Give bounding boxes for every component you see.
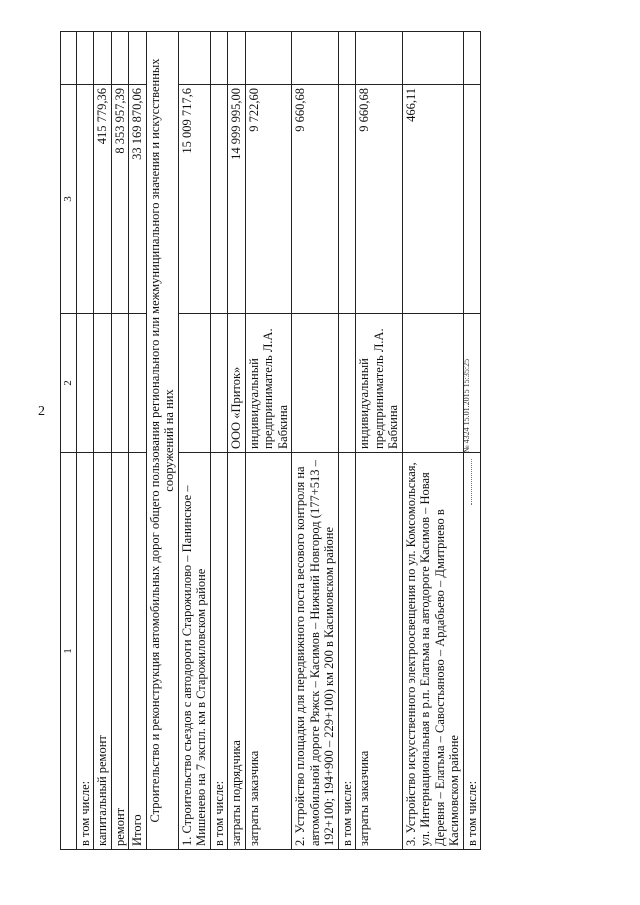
amount-cell: 14 999 995,00 [228,85,246,314]
amount-cell: 466,11 [402,85,463,314]
section-title: Строительство и реконструкция автомобильных дорог общего пользования регионального или межмуниципального значения и искусственных сооружений на них [146,32,178,850]
empty-cell [228,32,246,85]
description-cell: 1. Строительство съездов с автодороги Старожилово – Панинское – Мишенево на 7 экспл. км в Старожиловском районе [178,453,210,850]
empty-cell [463,32,481,85]
amount-cell: 15 009 717,6 [178,85,210,314]
section-row [146,32,178,850]
budget-table [60,31,481,850]
description-cell: затраты заказчика [245,453,292,850]
empty-cell [292,32,339,85]
registration-footer [462,155,472,505]
contractor-cell [94,314,112,453]
table-row [228,32,246,850]
description-cell: затраты подрядчика [228,453,246,850]
empty-cell [129,32,147,85]
amount-cell [338,85,356,314]
amount-cell [210,85,228,314]
table-row [338,32,356,850]
contractor-cell [338,314,356,453]
amount-cell: 9 660,68 [356,85,403,314]
amount-cell: 9 722,60 [245,85,292,314]
page-number: 2 [38,404,45,419]
contractor-cell [76,314,94,453]
description-cell: 2. Устройство площадки для передвижного поста весового контроля на автомобильной дороге Ряжск – Касимов – Нижний Новгород (177+513 –192+100; 194+900 – 229+100) км 200 в Касимовском районе [292,453,339,850]
rotated-document-area [60,60,530,850]
contractor-cell [178,314,210,453]
description-cell: в том числе: [338,453,356,850]
description-cell: в том числе: [463,453,481,850]
empty-cell [210,32,228,85]
header-col-1: 1 [61,453,77,850]
description-cell: капитальный ремонт [94,453,112,850]
table-row [129,32,147,850]
contractor-cell [292,314,339,453]
description-cell: в том числе: [210,453,228,850]
contractor-cell [402,314,463,453]
description-cell: затраты заказчика [356,453,403,850]
empty-cell [94,32,112,85]
table-row [94,32,112,850]
contractor-cell: индивидуальный предприниматель Л.А. Бабкина [356,314,403,453]
contractor-cell [111,314,129,453]
header-col-4 [61,32,77,85]
table-row [210,32,228,850]
description-cell: в том числе: [76,453,94,850]
description-cell: Итого [129,453,147,850]
table-row [356,32,403,850]
empty-cell [338,32,356,85]
empty-cell [245,32,292,85]
contractor-cell: индивидуальный предприниматель Л.А. Бабкина [245,314,292,453]
registration-number: № 4324 15.01.2015 15:35:25 [462,358,471,453]
header-col-2: 2 [61,314,77,453]
budget-table-body [61,32,481,850]
description-cell: ремонт [111,453,129,850]
table-row [111,32,129,850]
stamp-mark [463,459,472,505]
empty-cell [178,32,210,85]
empty-cell [76,32,94,85]
amount-cell: 33 169 870,06 [129,85,147,314]
table-header-row [61,32,77,850]
header-col-3: 3 [61,85,77,314]
empty-cell [111,32,129,85]
table-row [402,32,463,850]
contractor-cell [210,314,228,453]
contractor-cell [129,314,147,453]
table-row [245,32,292,850]
empty-cell [402,32,463,85]
amount-cell: 415 779,36 [94,85,112,314]
empty-cell [356,32,403,85]
amount-cell: 8 353 957,39 [111,85,129,314]
amount-cell: 9 660,68 [292,85,339,314]
description-cell: 3. Устройство искусственного электроосвещения по ул. Комсомольская, ул. Интернациональная в р.п. Елатьма на автодороге Касимов – Новая Деревня – Елатьма – Савостьяново – Ардабьево – Дмитриево в Касимовском районе [402,453,463,850]
amount-cell [76,85,94,314]
table-row [292,32,339,850]
table-row [178,32,210,850]
contractor-cell: ООО «Приток» [228,314,246,453]
table-row [76,32,94,850]
